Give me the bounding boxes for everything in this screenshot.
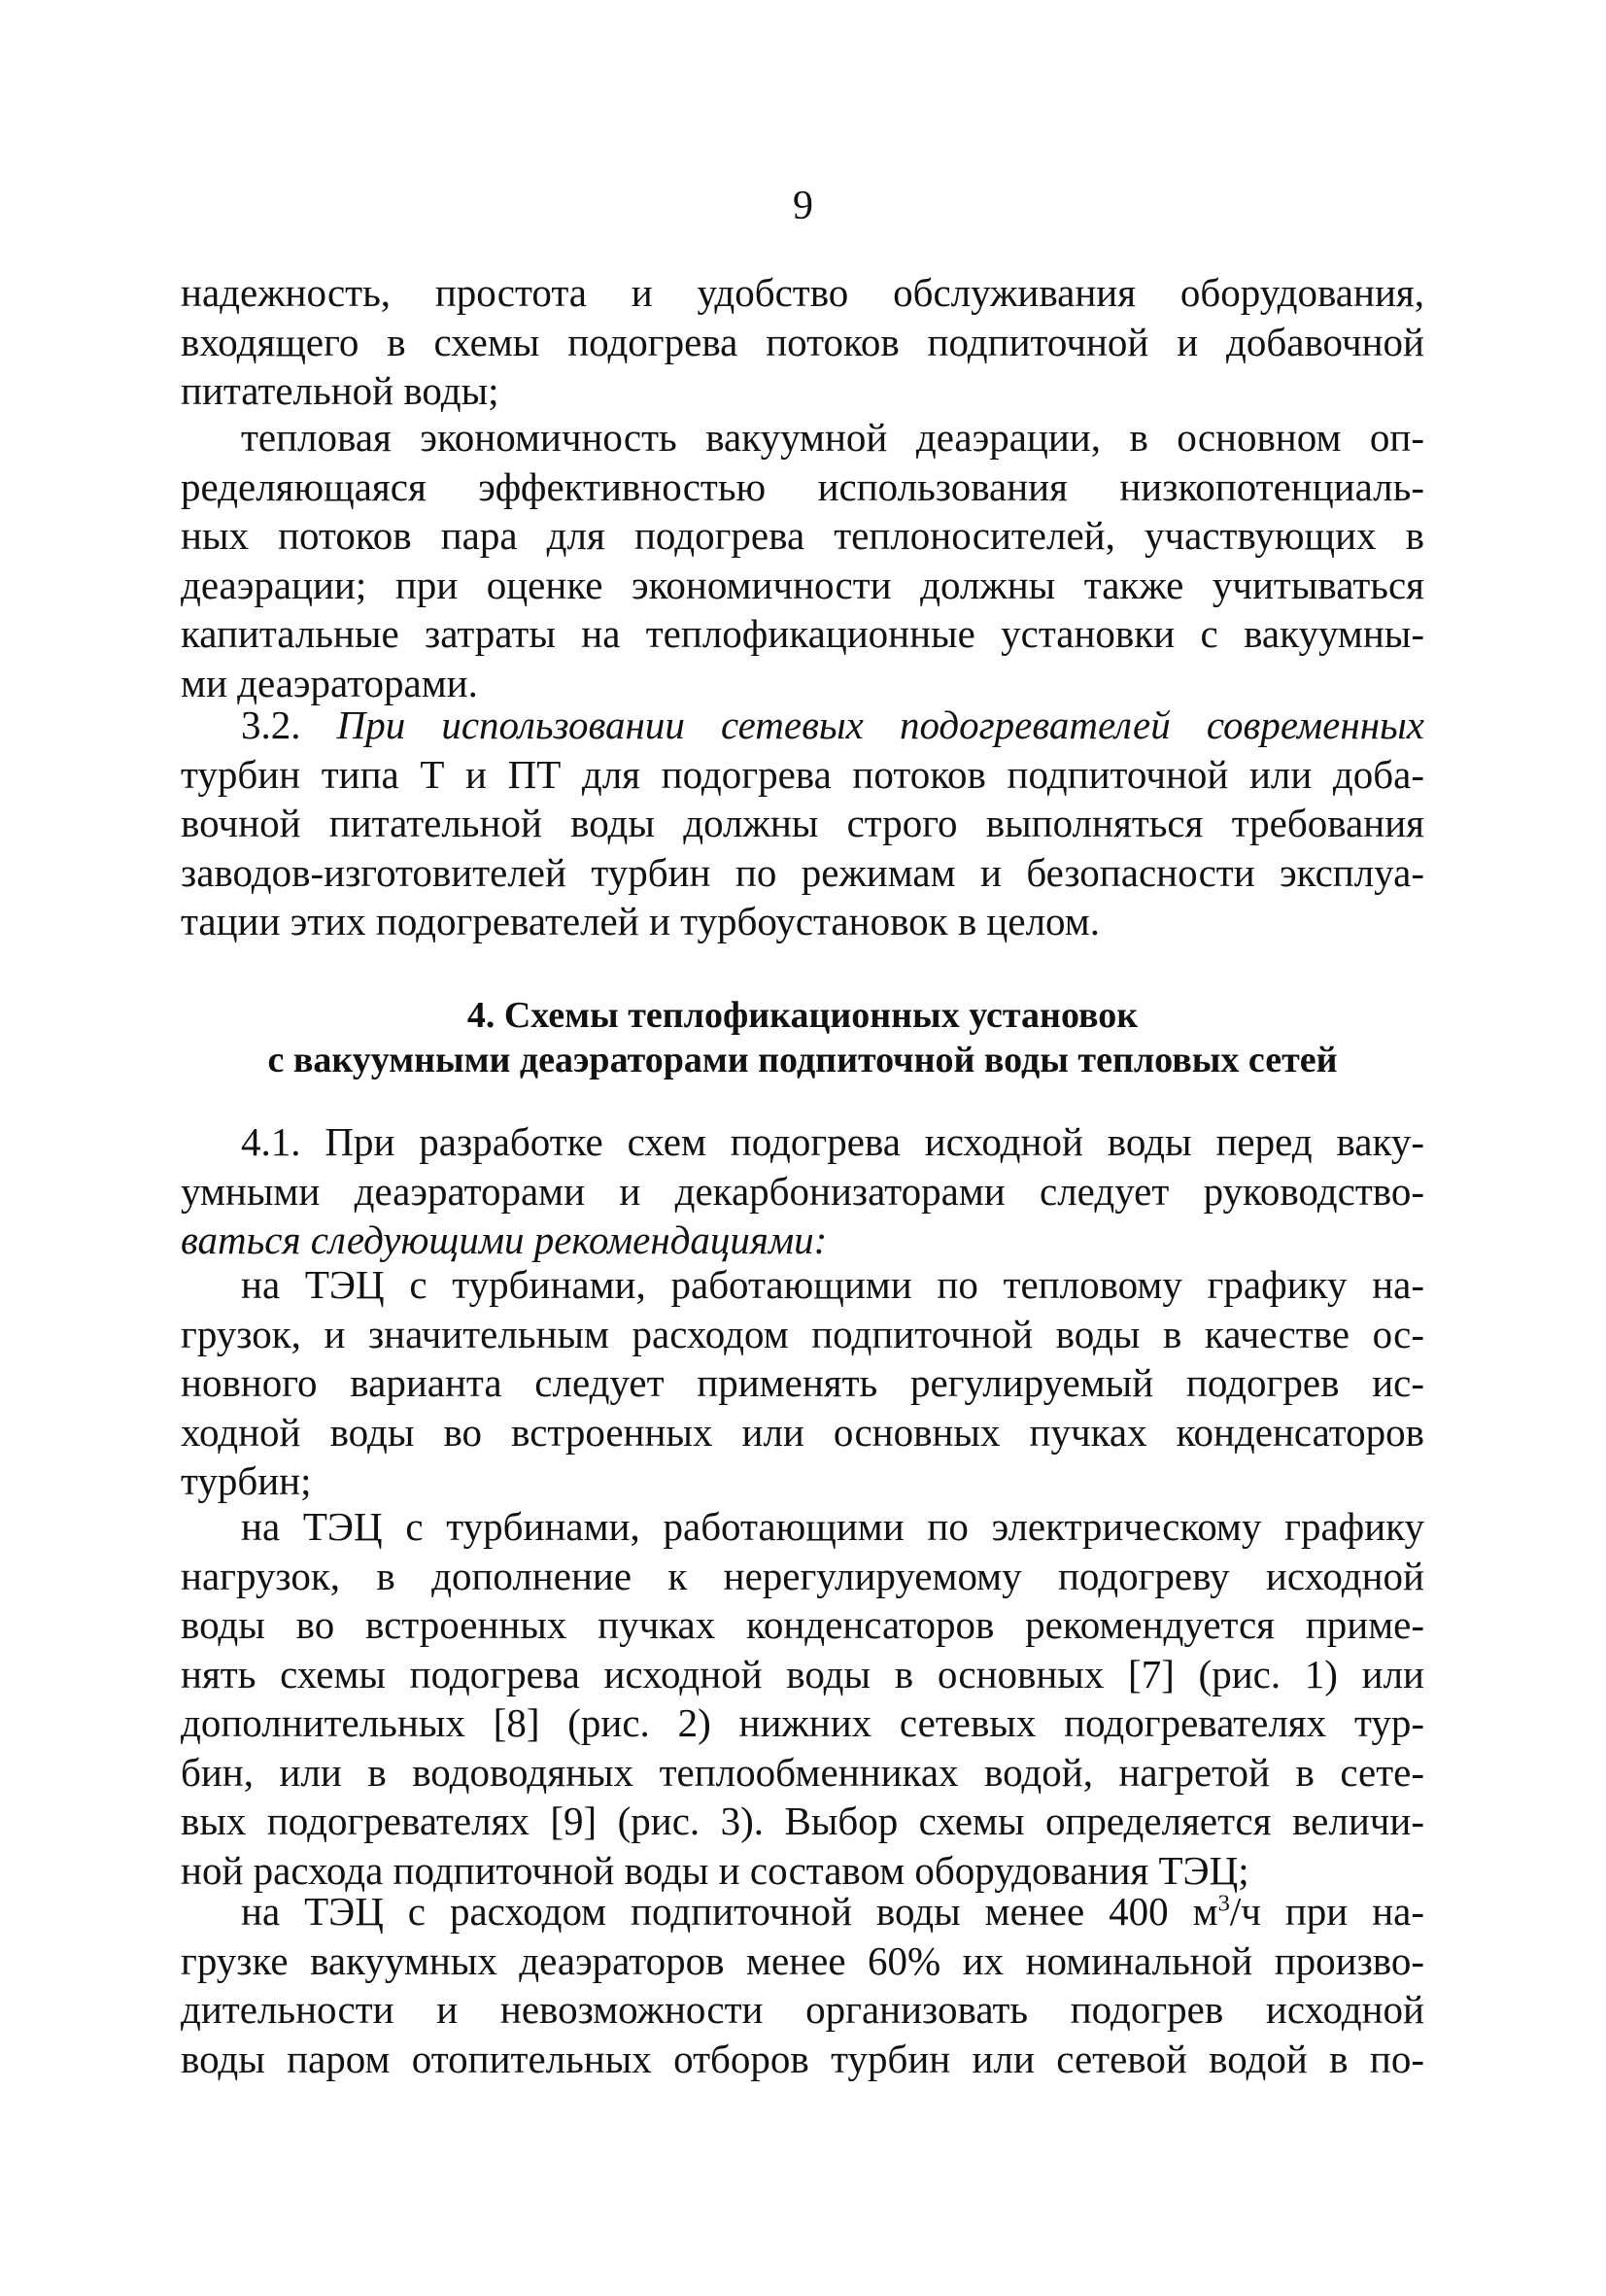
text-line: бин, или в водоводяных теплообменниках водой, нагретой в сете- — [181, 1749, 1424, 1795]
text-fragment: /ч при на- — [1229, 1889, 1424, 1934]
text-line: нять схемы подогрева исходной воды в основных [7] (рис. 1) или — [181, 1651, 1424, 1696]
heading-line: с вакуумными деаэраторами подпиточной воды тепловых сетей — [267, 1040, 1338, 1080]
text-line: капитальные затраты на теплофикационные установки с вакуумны- — [181, 611, 1424, 656]
text-line: питательной воды; — [181, 368, 499, 413]
text-line: дополнительных [8] (рис. 2) нижних сетевых подогревателях тур- — [181, 1700, 1424, 1745]
text-line: грузок, и значительным расходом подпиточной воды в качестве ос- — [181, 1311, 1424, 1356]
text-line — [181, 1887, 1424, 1936]
text-line — [181, 701, 1424, 750]
text-line: надежность, простота и удобство обслуживания оборудования, — [181, 270, 1424, 315]
text-line: умными деаэраторами и декарбонизаторами следует руководство- — [181, 1168, 1424, 1214]
clause-number: 3.2. — [241, 703, 337, 747]
text-line: на ТЭЦ с турбинами, работающими по тепловому графику на- — [241, 1262, 1424, 1307]
text-line: деаэрации; при оценке экономичности должны также учитываться — [181, 562, 1424, 607]
text-line: ределяющаяся эффективностью использования низкопотенциаль- — [181, 463, 1424, 509]
text-fragment: на ТЭЦ с расходом подпиточной воды менее 400 м — [241, 1889, 1218, 1934]
superscript: 3 — [1217, 1890, 1230, 1917]
text-line: ной расхода подпиточной воды и составом оборудования ТЭЦ; — [181, 1847, 1249, 1893]
text-line: нагрузок, в дополнение к нерегулируемому подогреву исходной — [181, 1553, 1424, 1598]
text-line: тепловая экономичность вакуумной деаэрации, в основном оп- — [241, 415, 1424, 460]
text-line: турбин; — [181, 1458, 312, 1503]
text-line: новного варианта следует применять регулируемый подогрев ис- — [181, 1360, 1424, 1405]
text-line: воды паром отопительных отборов турбин или сетевой водой в по- — [181, 2036, 1424, 2081]
italic-lead-text: При использовании сетевых подогревателей современных — [336, 703, 1425, 747]
text-line: на ТЭЦ с турбинами, работающими по электрическому графику — [241, 1504, 1424, 1549]
text-line: 4.1. При разработке схем подогрева исходной воды перед ваку- — [241, 1119, 1424, 1164]
text-line: турбин типа Т и ПТ для подогрева потоков подпиточной или доба- — [181, 751, 1424, 797]
text-line: воды во встроенных пучках конденсаторов рекомендуется приме- — [181, 1602, 1424, 1647]
paragraph-electric-schedule — [181, 1502, 1424, 1895]
text-line: ми деаэраторами. — [181, 660, 478, 705]
text-line: ваться следующими рекомендациями: — [181, 1217, 828, 1262]
paragraph-3-2 — [181, 701, 1424, 946]
paragraph-reliability — [181, 268, 1424, 416]
paragraph-heat-schedule — [181, 1260, 1424, 1506]
paragraph-4-1 — [181, 1117, 1424, 1265]
text-line: ходной воды во встроенных или основных пучках конденсаторов — [181, 1409, 1424, 1455]
text-line: грузке вакуумных деаэраторов менее 60% их номинальной произво- — [181, 1937, 1424, 1983]
heading-line: 4. Схемы теплофикационных установок — [466, 995, 1139, 1036]
text-line: заводов-изготовителей турбин по режимам и безопасности эксплуа- — [181, 849, 1424, 895]
section-heading — [181, 993, 1424, 1082]
text-line: вых подогревателях [9] (рис. 3). Выбор схемы определяется величи- — [181, 1799, 1424, 1843]
paragraph-low-flow — [181, 1887, 1424, 2083]
text-line: дительности и невозможности организовать подогрев исходной — [181, 1987, 1424, 2032]
page-number: 9 — [793, 184, 813, 228]
text-line: входящего в схемы подогрева потоков подпиточной и добавочной — [181, 319, 1424, 364]
text-line: вочной питательной воды должны строго выполняться требования — [181, 801, 1424, 845]
paragraph-thermal-economy — [181, 413, 1424, 707]
text-line: тации этих подогревателей и турбоустановок в целом. — [181, 899, 1100, 943]
text-line: ных потоков пара для подогрева теплоносителей, участвующих в — [181, 513, 1424, 558]
